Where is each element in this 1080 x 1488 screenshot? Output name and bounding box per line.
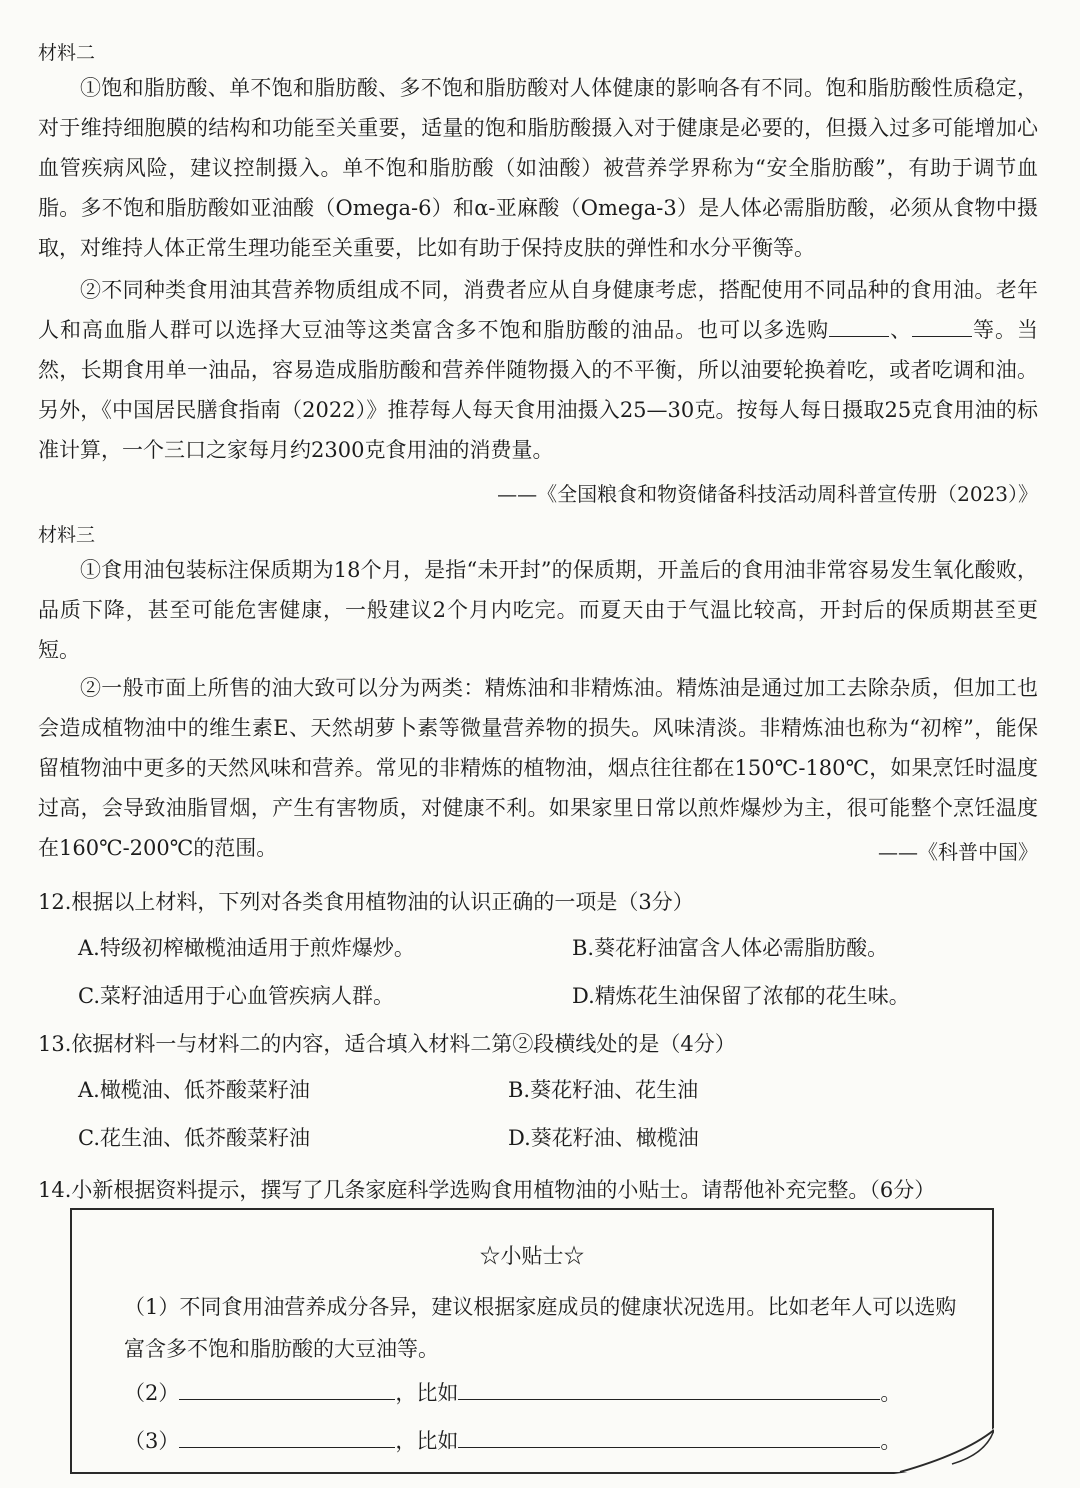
page-fold-decoration: [894, 1428, 994, 1474]
question-13-option-b: B.葵花籽油、花生油: [508, 1078, 699, 1102]
tip-1: （1）不同食用油营养成分各异，建议根据家庭成员的健康状况选用。比如老年人可以选购富含多不饱和脂肪酸的大豆油等。: [124, 1295, 957, 1361]
material2-paragraph-2: [38, 270, 1038, 470]
tip-3-blank-1: [179, 1426, 395, 1448]
question-13-stem: 13.依据材料一与材料二的内容，适合填入材料二第②段横线处的是（4分）: [38, 1032, 736, 1056]
material3-heading: 材料三: [38, 524, 96, 546]
material3-paragraph-2: ②一般市面上所售的油大致可以分为两类：精炼油和非精炼油。精炼油是通过加工去除杂质，但加工也会造成植物油中的维生素E、天然胡萝卜素等微量营养物的损失。风味清淡。非精炼油也称为“初榨”，能保留植物油中更多的天然风味和营养。常见的非精炼的植物油，烟点往往都在150℃-180℃，如果烹饪时温度过高，会导致油脂冒烟，产生有害物质，对健康不利。如果家里日常以煎炸爆炒为主，很可能整个烹饪温度在160℃-200℃的范围。: [38, 676, 1038, 860]
material2-paragraph-1: ①饱和脂肪酸、单不饱和脂肪酸、多不饱和脂肪酸对人体健康的影响各有不同。饱和脂肪酸性质稳定，对于维持细胞膜的结构和功能至关重要，适量的饱和脂肪酸摄入对于健康是必要的，但摄入过多可能增加心血管疾病风险，建议控制摄入。单不饱和脂肪酸（如油酸）被营养学界称为“安全脂肪酸”，有助于调节血脂。多不饱和脂肪酸如亚油酸（Omega-6）和α-亚麻酸（Omega-3）是人体必需脂肪酸，必须从食物中摄取，对维持人体正常生理功能至关重要，比如有助于保持皮肤的弹性和水分平衡等。: [38, 76, 1038, 260]
tips-title: ☆小贴士☆: [479, 1244, 585, 1268]
question-12-option-a: A.特级初榨橄榄油适用于煎炸爆炒。: [78, 936, 415, 960]
blank-separator: 、: [889, 318, 913, 342]
tip-2-end: 。: [880, 1381, 902, 1405]
tip-3-blank-2: [458, 1426, 880, 1448]
tip-2: [124, 1372, 964, 1414]
question-12-option-b: B.葵花籽油富含人体必需脂肪酸。: [572, 936, 889, 960]
answer-blank-2: [912, 315, 972, 337]
question-14-stem: 14.小新根据资料提示，撰写了几条家庭科学选购食用植物油的小贴士。请帮他补充完整。（6分）: [38, 1178, 936, 1202]
tip-3-end: 。: [880, 1429, 902, 1453]
material2-source: ——《全国粮食和物资储备科技活动周科普宣传册（2023）》: [497, 482, 1038, 506]
tip-2-example-label: ，比如: [395, 1381, 459, 1405]
material3-source: ——《科普中国》: [878, 840, 1038, 864]
tip-2-prefix: （2）: [124, 1381, 180, 1405]
material2-paragraph-2-end: 等。当然，长期食用单一油品，容易造成脂肪酸和营养伴随物摄入的不平衡，所以油要轮换着吃，或者吃调和油。另外，《中国居民膳食指南（2022）》推荐每人每天食用油摄入25—30克。按每人每日摄取25克食用油的标准计算，一个三口之家每月约2300克食用油的消费量。: [38, 318, 1039, 462]
question-13-option-c: C.花生油、低芥酸菜籽油: [78, 1126, 310, 1150]
tips-box: [70, 1208, 994, 1474]
question-13-option-d: D.葵花籽油、橄榄油: [508, 1126, 699, 1150]
question-12-option-d: D.精炼花生油保留了浓郁的花生味。: [572, 984, 910, 1008]
material2-heading: 材料二: [38, 42, 96, 64]
question-12-stem: 12.根据以上材料，下列对各类食用植物油的认识正确的一项是（3分）: [38, 890, 694, 914]
question-12-option-c: C.菜籽油适用于心血管疾病人群。: [78, 984, 394, 1008]
tip-2-blank-1: [179, 1378, 395, 1400]
material2-paragraph-2-start: ②不同种类食用油其营养物质组成不同，消费者应从自身健康考虑，搭配使用不同品种的食用油。老年人和高血脂人群可以选择大豆油等这类富含多不饱和脂肪酸的油品。也可以多选购: [38, 278, 1038, 342]
answer-blank-1: [829, 315, 889, 337]
tip-3-prefix: （3）: [124, 1429, 180, 1453]
material3-paragraph-1: ①食用油包装标注保质期为18个月，是指“未开封”的保质期，开盖后的食用油非常容易发生氧化酸败，品质下降，甚至可能危害健康，一般建议2个月内吃完。而夏天由于气温比较高，开封后的保质期甚至更短。: [38, 558, 1038, 662]
tip-3-example-label: ，比如: [395, 1429, 459, 1453]
tip-2-blank-2: [458, 1378, 880, 1400]
question-13-option-a: A.橄榄油、低芥酸菜籽油: [78, 1078, 310, 1102]
tip-3: [124, 1420, 964, 1462]
